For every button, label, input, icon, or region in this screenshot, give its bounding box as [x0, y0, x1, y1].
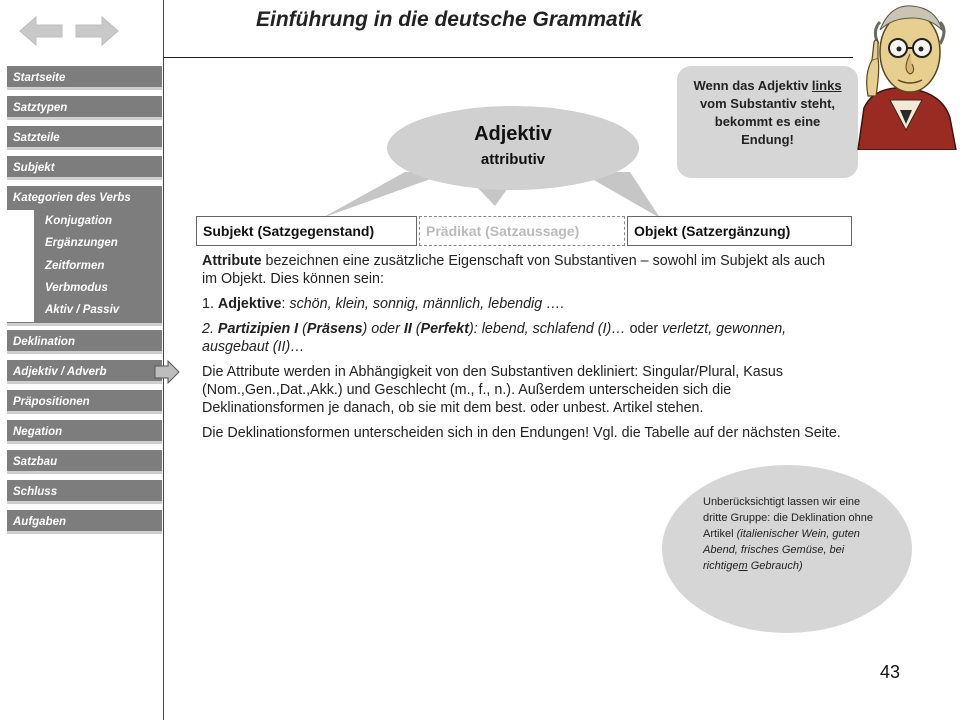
subjekt-box: Subjekt (Satzgegenstand) [196, 216, 417, 246]
sidebar-subitem-zeitformen[interactable]: Zeitformen [45, 260, 105, 272]
tip-emphasis: links [811, 78, 842, 93]
sidebar-item-kategorien-des-verbs[interactable]: Kategorien des Verbs [13, 192, 131, 204]
tip-text: Wenn das Adjektiv [693, 78, 812, 93]
sidebar-group-kategorien [7, 186, 162, 326]
note-span: Unberücksichtigt lassen wir eine dritte Gruppe: die Deklination ohne Artikel [703, 496, 873, 540]
professor-illustration [850, 0, 960, 150]
sidebar-item-aufgaben[interactable]: Aufgaben [7, 510, 162, 534]
page-number: 43 [880, 662, 901, 682]
praedikat-box: Prädikat (Satzaussage) [419, 216, 625, 246]
sidebar-subitem-aktiv-passiv[interactable]: Aktiv / Passiv [45, 304, 120, 316]
sidebar-item-startseite[interactable]: Startseite [7, 66, 162, 90]
arrow-left-icon[interactable] [18, 14, 64, 48]
objekt-box: Objekt (Satzergänzung) [627, 216, 852, 246]
arrow-right-icon[interactable] [74, 14, 120, 48]
text-span: 2. [202, 321, 218, 337]
paragraph-deklination: Die Attribute werden in Abhängigkeit von den Substantiven dekliniert: Singular/Plural, Kasus (Nom.,Gen.,Dat.,Akk.) und Geschlecht (m., f., n.). Außerdem unterscheiden sich die Deklinationsformen je danach, ob sie mit dem best. oder unbest. Artikel stehen. [202, 364, 783, 416]
text-span: 1. [202, 296, 218, 312]
current-section-arrow-icon [154, 360, 180, 384]
sidebar-subitem-verbmodus[interactable]: Verbmodus [45, 282, 108, 294]
sidebar-subitem-konjugation[interactable]: Konjugation [45, 215, 113, 227]
sidebar-item-praepositionen[interactable]: Präpositionen [7, 390, 162, 414]
text-span: ( [411, 321, 421, 337]
note-emphasis: m [738, 560, 748, 572]
sidebar-item-satzbau[interactable]: Satzbau [7, 450, 162, 474]
sidebar-item-subjekt[interactable]: Subjekt [7, 156, 162, 180]
term-partizip-1: Partizipien I [217, 321, 299, 337]
note-span: Gebrauch) [747, 560, 803, 572]
sidebar-item-satztypen[interactable]: Satztypen [7, 96, 162, 120]
tip-text: vom Substantiv steht, bekommt es eine Endung! [699, 96, 836, 147]
sidebar-subitem-ergaenzungen[interactable]: Ergänzungen [45, 237, 118, 249]
term-adjektive: Adjektive [217, 296, 282, 312]
examples-partizip-2: verletzt, gewonnen, ausgebaut (II)… [202, 321, 787, 355]
text-span: oder [629, 321, 663, 337]
note-span: (italienischer Wein, guten Abend, frisches Gemüse, bei richtige [703, 528, 860, 572]
term-perfekt: Perfekt [420, 321, 470, 337]
text-span: bezeichnen eine zusätzliche Eigenschaft von Substantiven – sowohl im Subjekt als auch im Objekt. Dies können sein: [202, 253, 826, 287]
tip-bubble [677, 66, 858, 178]
text-span: ): lebend, schlafend (I)… [469, 321, 630, 337]
sidebar-item-deklination[interactable]: Deklination [7, 330, 162, 354]
main-text [202, 252, 842, 449]
term-praesens: Präsens [306, 321, 363, 337]
note-text [703, 494, 875, 574]
text-span: ) oder [362, 321, 404, 337]
term-attribute: Attribute [202, 253, 262, 269]
page-title: Einführung in die deutsche Grammatik [256, 8, 643, 31]
paragraph-attribute [202, 252, 842, 288]
bubble-subtitle: attributiv [480, 151, 546, 168]
examples-adjektive: schön, klein, sonnig, männlich, lebendig …. [289, 296, 565, 312]
header-divider [163, 57, 853, 58]
sidebar-item-negation[interactable]: Negation [7, 420, 162, 444]
sidebar-item-satzteile[interactable]: Satzteile [7, 126, 162, 150]
paragraph-partizipien [202, 320, 842, 356]
paragraph-endungen: Die Deklinationsformen unterscheiden sich in den Endungen! Vgl. die Tabelle auf der nächsten Seite. [202, 425, 841, 441]
sidebar-indent [7, 210, 34, 322]
paragraph-adjektive [202, 295, 842, 313]
sidebar-item-adjektiv-adverb[interactable]: Adjektiv / Adverb [7, 360, 162, 384]
term-partizip-2: II [403, 321, 412, 337]
text-span: : [281, 296, 290, 312]
text-span: ( [298, 321, 307, 337]
bubble-title: Adjektiv [474, 123, 552, 145]
sidebar-item-schluss[interactable]: Schluss [7, 480, 162, 504]
